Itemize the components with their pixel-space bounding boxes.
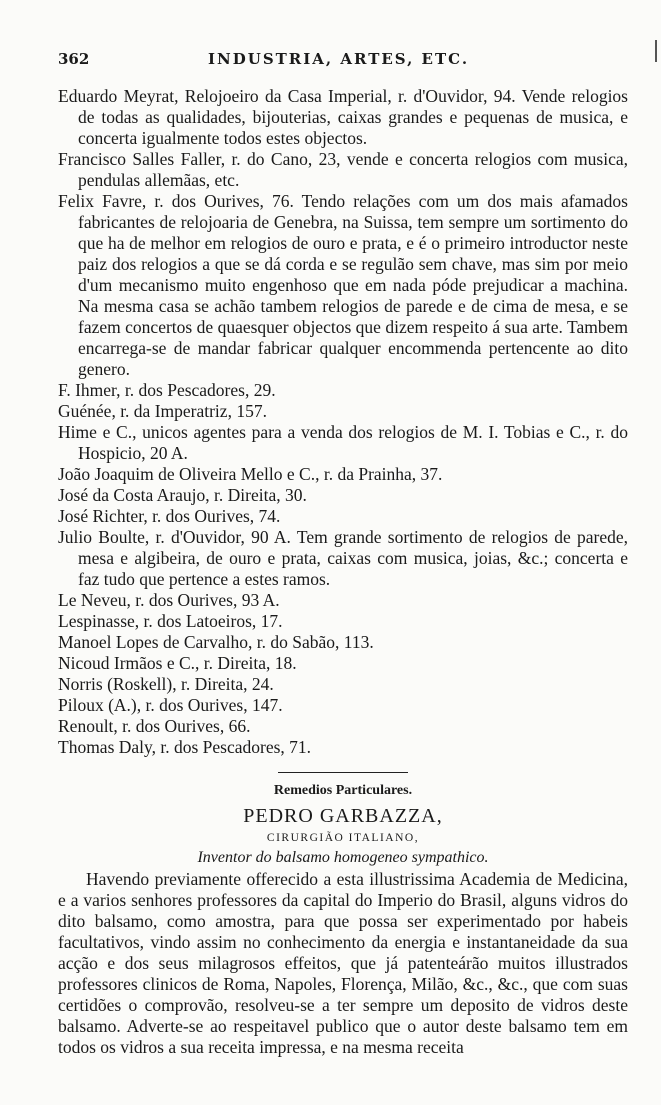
directory-entry: Guénée, r. da Imperatriz, 157. (58, 401, 267, 421)
advertiser-name: PEDRO GARBAZZA, (243, 805, 443, 827)
directory-entry: Piloux (A.), r. dos Ourives, 147. (58, 695, 283, 715)
advertisement-body: Havendo previamente offerecido a esta illustrissima Academia de Medicina, e a varios senhores professores da capital do Imperio do Brasil, alguns vidros do dito balsamo, como amostra, para que possa ser experimentado por habeis facultativos, vindo assim no conhecimento da energia e instantaneidade da sua acção e dos seus milagrosos effeitos, que já patenteárão muitos illustrados professores clinicos de Roma, Napoles, Florença, Milão, &c., &c., que com suas certidões o comprovão, resolveu-se a ter sempre um deposito de vidros deste balsamo. Adverte-se ao respeitavel publico que o autor deste balsamo tem em todos os vidros a sua receita impressa, e na mesma receita (58, 869, 628, 1057)
section-title: Remedios Particulares. (273, 783, 413, 798)
directory-entry: F. Ihmer, r. dos Pescadores, 29. (58, 380, 276, 400)
directory-entry: Felix Favre, r. dos Ourives, 76. Tendo relações com um dos mais afamados fabricantes de relojoaria de Genebra, na Suissa, tem sempre um sortimento do que ha de melhor em relogios de ouro e prata, e é o primeiro introductor neste paiz dos relogios a que se dá corda e se regulão sem chave, mas sim por meio d'um mecanismo muito engenhoso que em nada póde prejudicar a machina. Na mesma casa se achão tambem relogios de parede e de cima de mesa, e se fazem concertos de quaesquer objectos que dizem respeito á sua arte. Tambem encarrega-se de mandar fabricar qualquer encommenda pertencente ao dito genero. (58, 191, 628, 379)
directory-entry: Julio Boulte, r. d'Ouvidor, 90 A. Tem grande sortimento de relogios de parede, mesa e algibeira, de ouro e prata, caixas com musica, joias, &c.; concerta e faz tudo que pertence a estes ramos. (58, 527, 628, 589)
directory-entry: Thomas Daly, r. dos Pescadores, 71. (58, 737, 312, 757)
page-header (58, 50, 628, 86)
directory-entry: Nicoud Irmãos e C., r. Direita, 18. (58, 653, 297, 673)
directory-entry: Renoult, r. dos Ourives, 66. (58, 716, 251, 736)
advertiser-tagline: Inventor do balsamo homogeneo sympathico. (197, 849, 489, 866)
directory-entry: Le Neveu, r. dos Ourives, 93 A. (58, 590, 280, 610)
running-title: INDUSTRIA, ARTES, ETC. (208, 50, 470, 68)
directory-entry: Francisco Salles Faller, r. do Cano, 23, vende e concerta relogios com musica, pendulas allemãas, etc. (58, 149, 628, 190)
advertiser-subtitle: CIRURGIÃO ITALIANO, (266, 832, 420, 844)
directory-entry: Manoel Lopes de Carvalho, r. do Sabão, 113. (58, 632, 374, 652)
directory-entry: Hime e C., unicos agentes para a venda dos relogios de M. I. Tobias e C., r. do Hospicio, 20 A. (58, 422, 628, 463)
directory-entry: João Joaquim de Oliveira Mello e C., r. da Prainha, 37. (58, 464, 443, 484)
directory-entry: Lespinasse, r. dos Latoeiros, 17. (58, 611, 283, 631)
book-page (58, 50, 628, 1058)
section-divider (278, 772, 408, 773)
margin-mark (655, 40, 657, 62)
directory-entry: José da Costa Araujo, r. Direita, 30. (58, 485, 307, 505)
directory-list (58, 86, 628, 758)
directory-entry: Eduardo Meyrat, Relojoeiro da Casa Imperial, r. d'Ouvidor, 94. Vende relogios de todas as qualidades, bijouterias, caixas grandes e pequenas de musica, e concerta igualmente todos estes objectos. (58, 86, 628, 148)
directory-entry: José Richter, r. dos Ourives, 74. (58, 506, 281, 526)
directory-entry: Norris (Roskell), r. Direita, 24. (58, 674, 274, 694)
page-number: 362 (58, 50, 90, 68)
